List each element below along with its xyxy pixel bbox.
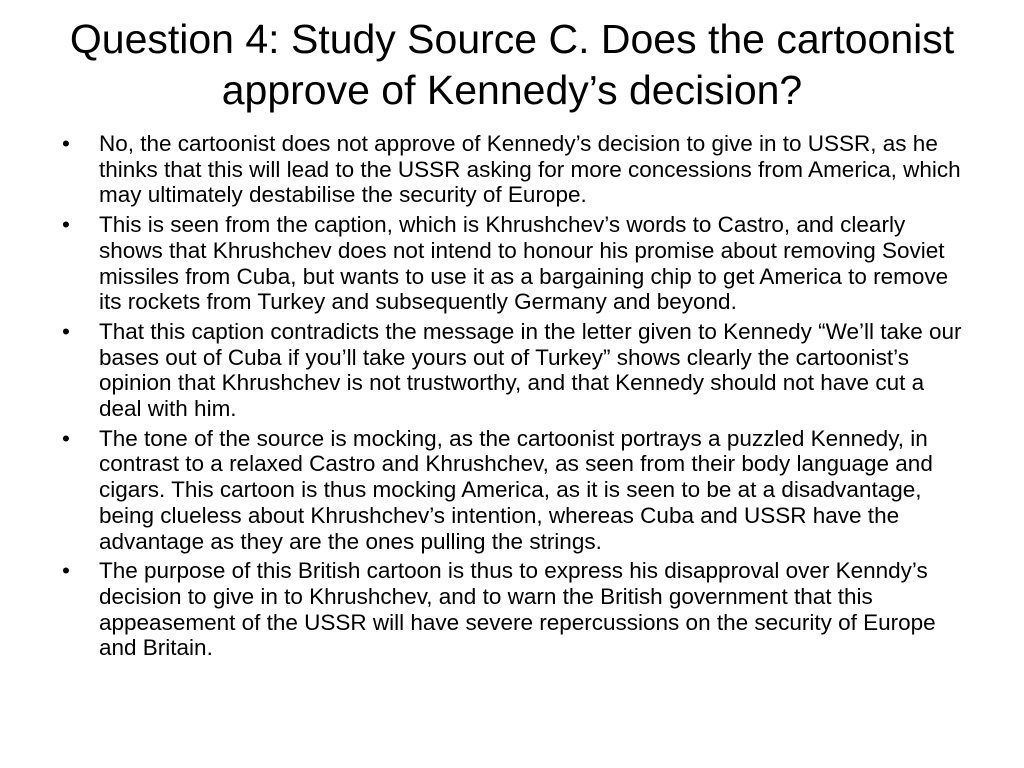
bullet-marker: • [62,425,70,451]
bullet-item [62,426,962,555]
slide-title: Question 4: Study Source C. Does the cartoonist approve of Kennedy’s decision? [69,16,955,113]
bullet-item [62,131,962,208]
bullet-marker: • [62,318,70,344]
bullet-marker: • [62,212,70,238]
bullet-list [62,131,962,665]
bullet-item [62,319,962,422]
bullet-text: The purpose of this British cartoon is thus to express his disapproval over Kenndy’s decision to give in to Khrushchev, and to warn the British government that this appeasement of the USSR will have severe repercussions on the security of Europe and Britain. [99,558,936,661]
bullet-text: No, the cartoonist does not approve of Kennedy’s decision to give in to USSR, as he thinks that this will lead to the USSR asking for more concessions from America, which may ultimately destabilise the security of Europe. [99,131,961,208]
bullet-text: The tone of the source is mocking, as the cartoonist portrays a puzzled Kennedy, in contrast to a relaxed Castro and Khrushchev, as seen from their body language and cigars. This cartoon is thus mocking America, as it is seen to be at a disadvantage, being clueless about Khrushchev’s intention, whereas Cuba and USSR have the advantage as they are the ones pulling the strings. [99,425,933,554]
bullet-item [62,558,962,661]
bullet-item [62,212,962,315]
bullet-marker: • [62,558,70,584]
bullet-marker: • [62,131,70,156]
bullet-text: This is seen from the caption, which is Khrushchev’s words to Castro, and clearly shows that Khrushchev does not intend to honour his promise about removing Soviet missiles from Cuba, but wants to use it as a bargaining chip to get America to remove its rockets from Turkey and subsequently Germany and beyond. [99,212,949,315]
bullet-text: That this caption contradicts the message in the letter given to Kennedy “We’ll take our bases out of Cuba if you’ll take yours out of Turkey” shows clearly the cartoonist’s opinion that Khrushchev is not trustworthy, and that Kennedy should not have cut a deal with him. [99,318,962,422]
